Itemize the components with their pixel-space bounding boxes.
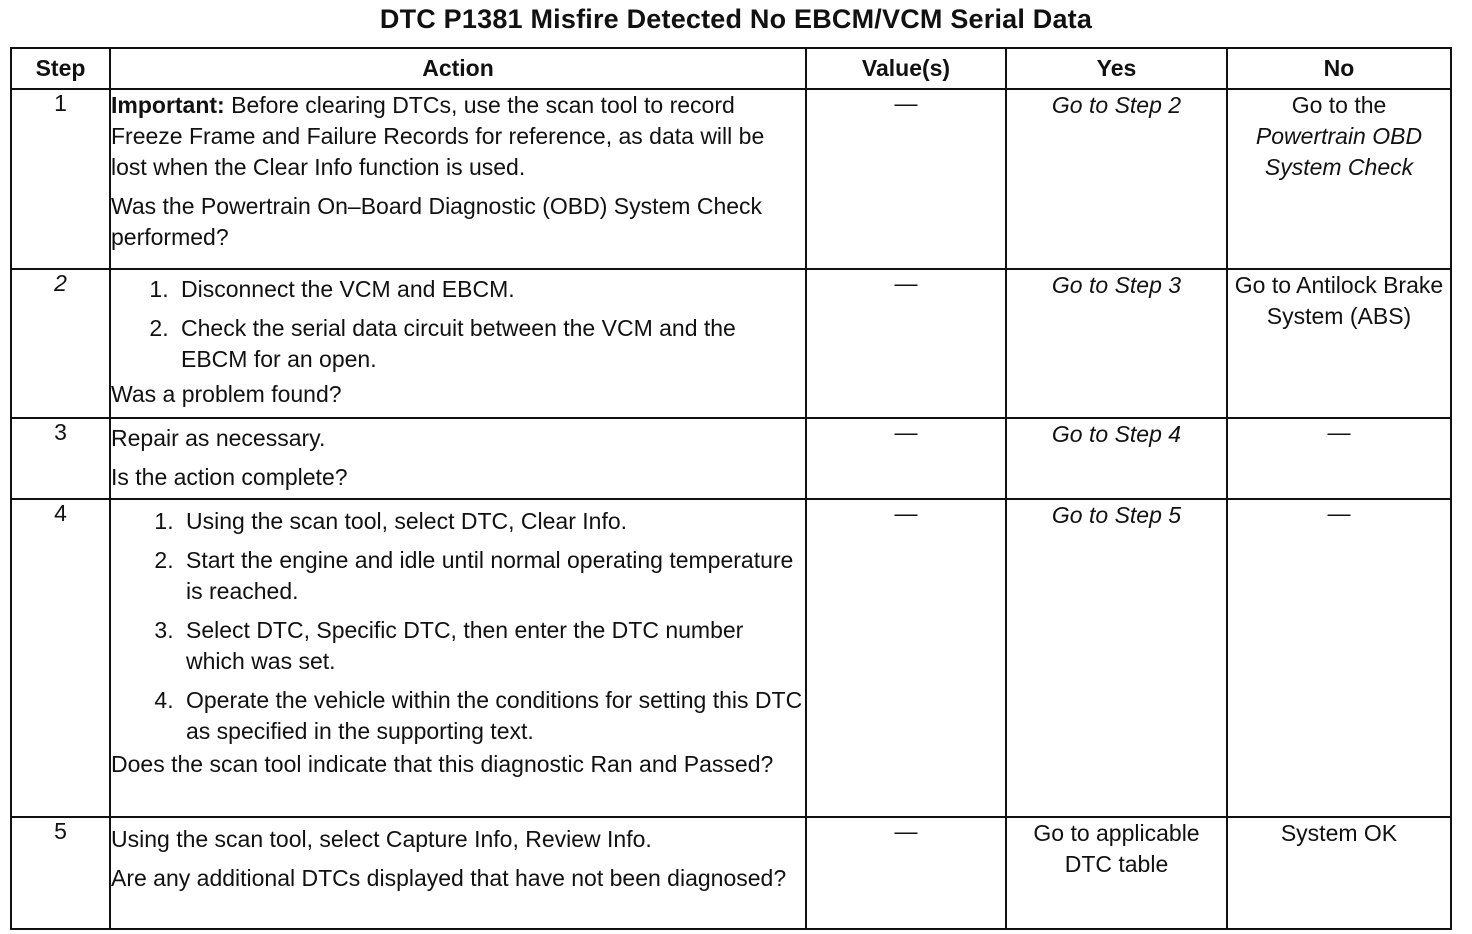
step-number: 4 [11,499,110,817]
value-cell: — [806,418,1006,499]
no-prefix: Go to the [1291,92,1387,118]
abs-link[interactable]: Go to Antilock Brake System (ABS) [1227,269,1451,418]
action-instruction: Repair as necessary. [111,425,326,451]
column-header-no: No [1227,48,1451,89]
action-instruction: Using the scan tool, select Capture Info, Review Info. [111,826,652,852]
action-cell [110,269,806,418]
powertrain-obd-link[interactable]: Powertrain OBD System Check [1255,123,1423,180]
document-title: DTC P1381 Misfire Detected No EBCM/VCM Serial Data [379,4,1093,34]
dtc-table-link[interactable]: Go to applicable DTC table [1006,817,1227,929]
yes-link-step-4[interactable]: Go to Step 4 [1006,418,1227,499]
step-number: 2 [11,269,110,418]
table-row [11,269,1451,418]
action-cell [110,418,806,499]
action-cell [110,817,806,929]
action-question: Are any additional DTCs displayed that have not been diagnosed? [111,865,787,891]
value-cell: — [806,499,1006,817]
column-header-values: Value(s) [806,48,1006,89]
column-header-step: Step [11,48,110,89]
step-number: 3 [11,418,110,499]
table-row [11,499,1451,817]
no-cell [1227,89,1451,269]
no-cell: — [1227,418,1451,499]
action-cell [110,89,806,269]
table-row [11,89,1451,269]
list-item: 1. Disconnect the VCM and EBCM. [175,274,805,305]
system-ok-text: System OK [1227,817,1451,929]
action-question: Was the Powertrain On–Board Diagnostic (OBD) System Check performed? [111,193,763,250]
action-steps [111,274,805,375]
list-item: 2. Check the serial data circuit between the VCM and the EBCM for an open. [175,313,805,375]
value-cell: — [806,89,1006,269]
list-item: 4. Operate the vehicle within the conditions for setting this DTC as specified in the supporting text. [180,685,805,747]
table-row [11,418,1451,499]
step-number: 5 [11,817,110,929]
header-row [11,48,1451,89]
yes-link-step-2[interactable]: Go to Step 2 [1006,89,1227,269]
step-number: 1 [11,89,110,269]
list-item: 1. Using the scan tool, select DTC, Clear Info. [180,506,805,537]
list-item: 2. Start the engine and idle until normal operating temperature is reached. [180,545,805,607]
action-steps [111,506,805,747]
action-question: Was a problem found? [111,381,342,407]
action-cell [110,499,806,817]
important-label: Important: [111,92,225,118]
important-note [111,90,805,183]
yes-link-step-3[interactable]: Go to Step 3 [1006,269,1227,418]
value-cell: — [806,817,1006,929]
column-header-action: Action [110,48,806,89]
yes-link-step-5[interactable]: Go to Step 5 [1006,499,1227,817]
action-question: Does the scan tool indicate that this diagnostic Ran and Passed? [111,751,774,777]
column-header-yes: Yes [1006,48,1227,89]
important-text: Before clearing DTCs, use the scan tool to record Freeze Frame and Failure Records for reference, as data will be lost when the Clear Info function is used. [111,92,765,180]
table-row [11,817,1451,929]
action-question: Is the action complete? [111,464,348,490]
value-cell: — [806,269,1006,418]
list-item: 3. Select DTC, Specific DTC, then enter the DTC number which was set. [180,615,805,677]
diagnostic-table [10,47,1452,930]
no-cell: — [1227,499,1451,817]
